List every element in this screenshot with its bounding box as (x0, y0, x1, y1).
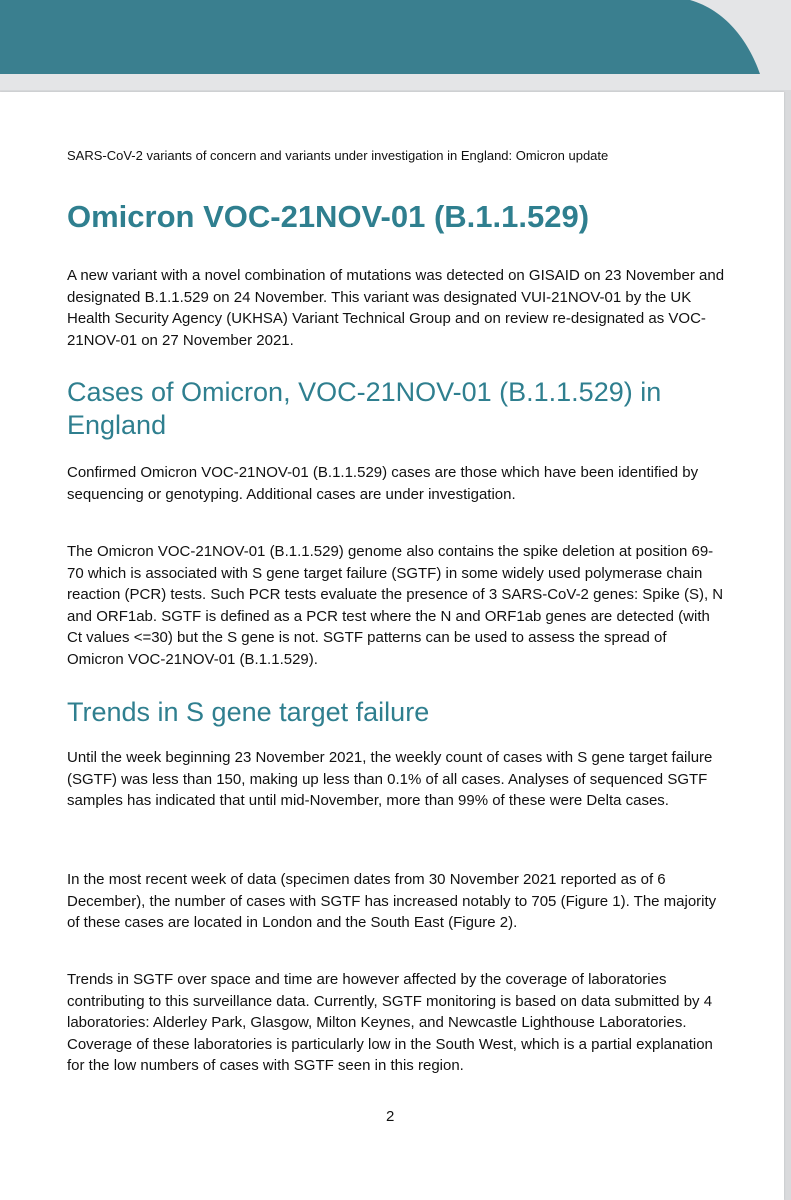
trends-paragraph-1: Until the week beginning 23 November 2021, the weekly count of cases with S gene target failure (SGTF) was less than 150, making up less than 0.1% of all cases. Analyses of sequenced SGTF samples has indicated that until mid-November, more than 99% of these were Delta cases. (67, 749, 713, 809)
page-title: Omicron VOC-21NOV-01 (B.1.1.529) (67, 199, 590, 234)
trends-paragraph-2: In the most recent week of data (specimen dates from 30 November 2021 reported as of 6 December), the number of cases with SGTF has increased notably to 705 (Figure 1). The majority of these cases are located in London and the South East (Figure 2). (67, 871, 717, 931)
running-header: SARS-CoV-2 variants of concern and variants under investigation in England: Omicron update (67, 148, 609, 163)
intro-paragraph: A new variant with a novel combination of mutations was detected on GISAID on 23 November and designated B.1.1.529 on 24 November. This variant was designated VUI-21NOV-01 by the UK Health Security Agency (UKHSA) Variant Technical Group and on review re-designated as VOC-21NOV-01 on 27 November 2021. (67, 267, 725, 349)
document-page (0, 92, 784, 1200)
cases-paragraph-1: Confirmed Omicron VOC-21NOV-01 (B.1.1.529) cases are those which have been identified by sequencing or genotyping. Additional cases are under investigation. (67, 464, 699, 503)
cases-paragraph-2: The Omicron VOC-21NOV-01 (B.1.1.529) genome also contains the spike deletion at position 69-70 which is associated with S gene target failure (SGTF) in some widely used polymerase chain reaction (PCR) tests. Such PCR tests evaluate the presence of 3 SARS-CoV-2 genes: Spike (S), N and ORF1ab. SGTF is defined as a PCR test where the N and ORF1ab genes are detected (with Ct values <=30) but the S gene is not. SGTF patterns can be used to assess the spread of Omicron VOC-21NOV-01 (B.1.1.529). (67, 543, 724, 668)
header-banner (0, 0, 760, 74)
trends-heading: Trends in S gene target failure (67, 697, 430, 727)
page-number: 2 (386, 1108, 395, 1125)
trends-paragraph-3: Trends in SGTF over space and time are however affected by the coverage of laboratories contributing to this surveillance data. Currently, SGTF monitoring is based on data submitted by 4 laboratories: Alderley Park, Glasgow, Milton Keynes, and Newcastle Lighthouse Laboratories. Coverage of these laboratories is particularly low in the South West, which is a partial explanation for the low numbers of cases with SGTF seen in this region. (67, 971, 713, 1074)
cases-heading: Cases of Omicron, VOC-21NOV-01 (B.1.1.529) in England (67, 377, 662, 440)
